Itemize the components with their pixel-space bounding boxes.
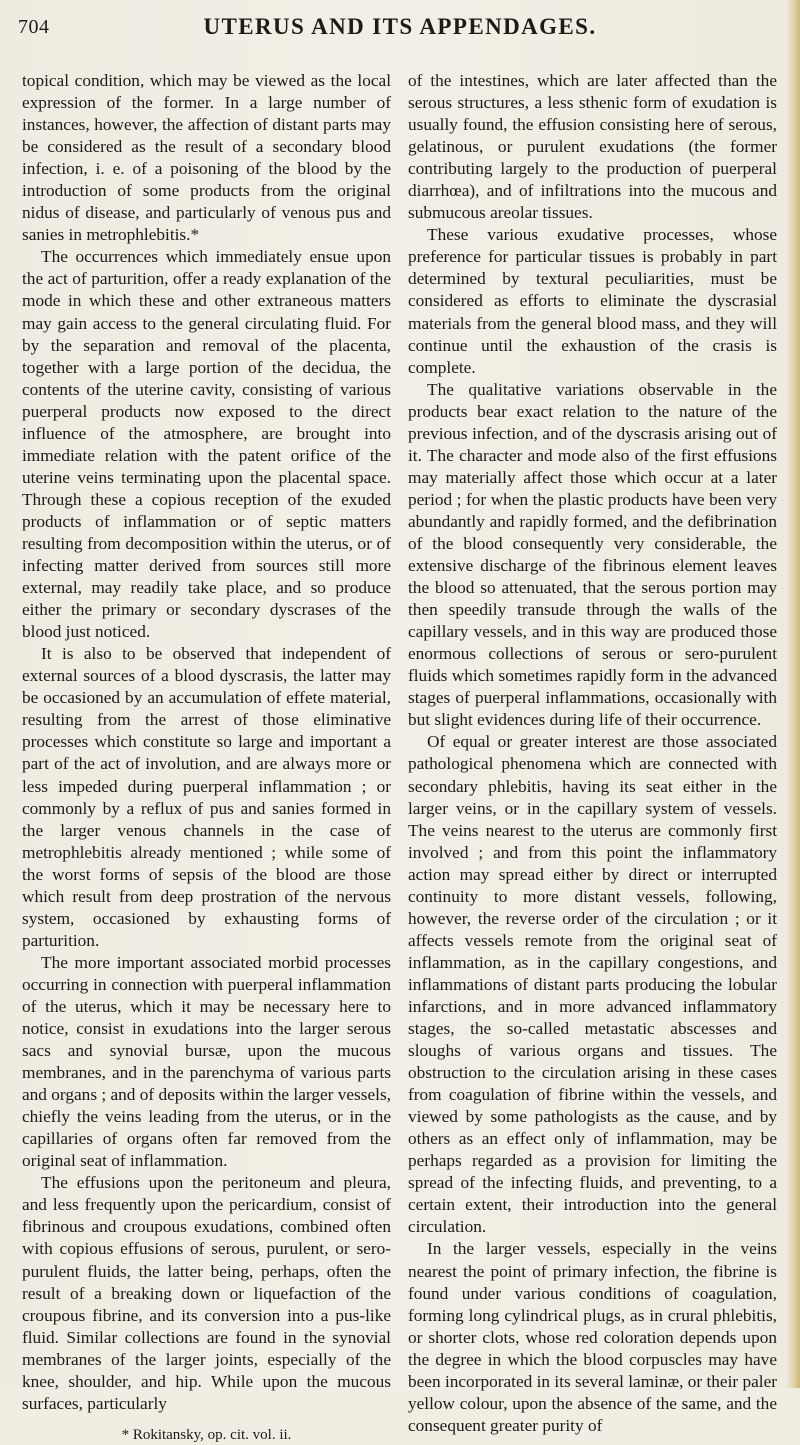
footnote: * Rokitansky, op. cit. vol. ii.	[121, 1426, 292, 1443]
paragraph: In the larger vessels, especially in the veins nearest the point of primary infection, the fibrine is found under various conditions of coagulation, forming long cylindrical plugs, as in crural phlebitis, or shorter clots, whose red coloration depends upon the degree in which the blood corpuscles may have been incorporated in its several laminæ, or their paler yellow colour, upon the absence of the same, and the consequent greater purity of	[408, 1239, 778, 1435]
right-column	[408, 70, 777, 1437]
left-column	[22, 70, 391, 1445]
paragraph: The effusions upon the peritoneum and pleura, and less frequently upon the pericardium, consist of fibrinous and croupous exudations, combined often with copious effusions of serous, purulent, or sero-purulent fluids, the latter being, perhaps, often the result of a breaking down or liquefaction of the croupous fibrine, and its conversion into a pus-like fluid. Similar collections are found in the synovial membranes of the larger joints, especially of the knee, shoulder, and hip. While upon the mucous surfaces, particularly	[22, 1173, 391, 1413]
paragraph: It is also to be observed that independent of external sources of a blood dyscrasis, the latter may be occasioned by an accumulation of effete material, resulting from the arrest of those eliminative processes which constitute so large and important a part of the act of involution, and are always more or less impeded during puerperal inflammation ; or commonly by a reflux of pus and sanies formed in the larger venous channels in the case of metrophlebitis already mentioned ; while some of the worst forms of sepsis of the blood are those which result from deep prostration of the nervous system, occasioned by exhausting forms of parturition.	[22, 644, 391, 950]
paragraph: of the intestines, which are later affected than the serous structures, a less sthenic form of exudation is usually found, the effusion consisting here of serous, gelatinous, or purulent exudations (the former contributing largely to the production of puerperal diarrhœa), and of infiltrations into the mucous and submucous areolar tissues.	[408, 71, 777, 223]
running-title: UTERUS AND ITS APPENDAGES.	[203, 14, 597, 39]
paragraph: These various exudative processes, whose preference for particular tissues is probably in part determined by textural peculiarities, must be considered as efforts to eliminate the dyscrasial materials from the general blood mass, and they will continue until the exhaustion of the crasis is complete.	[408, 225, 777, 377]
paragraph: The occurrences which immediately ensue upon the act of parturition, offer a ready explanation of the mode in which these and other extraneous matters may gain access to the general circulating fluid. For by the separation and removal of the placenta, together with a large portion of the decidua, the contents of the uterine cavity, consisting of various puerperal products now exposed to the direct influence of the atmosphere, are brought into immediate relation with the patent orifice of the uterine veins terminating upon the placental space. Through these a copious reception of the exuded products of inflammation or of septic matters resulting from decomposition within the uterus, or of infecting matter derived from sources still more external, may readily take place, and so produce either the primary or secondary dyscrases of the blood just noticed.	[22, 247, 391, 642]
page-edge-stain	[786, 0, 800, 1388]
page-number: 704	[18, 16, 50, 38]
paragraph: Of equal or greater interest are those associated pathological phenomena which are connected with secondary phlebitis, having its seat either in the larger veins, or in the capillary system of vessels. The veins nearest to the uterus are commonly first involved ; and from this point the inflammatory action may spread either by direct or interrupted continuity to more distant vessels, following, however, the reverse order of the circulation ; or it affects vessels remote from the original seat of inflammation, as in the capillary congestions, and inflammations of distant parts producing the lobular infarctions, and in more advanced inflammatory stages, the so-called metastatic abscesses and sloughs of various organs and tissues. The obstruction to the circulation arising in these cases from coagulation of fibrine within the vessels, and viewed by some pathologists as the cause, and by others as an effect only of inflammation, may be perhaps regarded as a provision for limiting the spread of the infecting fluids, and preventing, to a certain extent, their introduction into the general circulation.	[408, 732, 777, 1237]
paragraph: The qualitative variations observable in the products bear exact relation to the nature of the previous infection, and of the dyscrasis arising out of it. The character and mode also of the first effusions may materially affect those which occur at a later period ; for when the plastic products have been very abundantly and rapidly formed, and the defibrination of the blood consequently very considerable, the extensive discharge of the fibrinous element leaves the blood so attenuated, that the serous portion may then speedily transude through the walls of the capillary vessels, and in this way are produced those enormous collections of serous or sero-purulent fluids which sometimes rapidly form in the advanced stages of puerperal inflammations, occasionally with but slight evidences during life of their occurrence.	[408, 379, 777, 730]
page-header	[0, 14, 800, 48]
paragraph: topical condition, which may be viewed as the local expression of the former. In a large number of instances, however, the affection of distant parts may be considered as the result of a secondary blood infection, i. e. of a poisoning of the blood by the introduction of some products from the original nidus of disease, and particularly of venous pus and sanies in metrophlebitis.*	[22, 71, 391, 245]
paragraph: The more important associated morbid processes occurring in connection with puerperal inflammation of the uterus, which it may be necessary here to notice, consist in exudations into the larger serous sacs and synovial bursæ, upon the mucous membranes, and in the parenchyma of various parts and organs ; and of deposits within the larger vessels, chiefly the veins leading from the uterus, or in the capillaries of organs often far removed from the original seat of inflammation.	[22, 952, 391, 1171]
